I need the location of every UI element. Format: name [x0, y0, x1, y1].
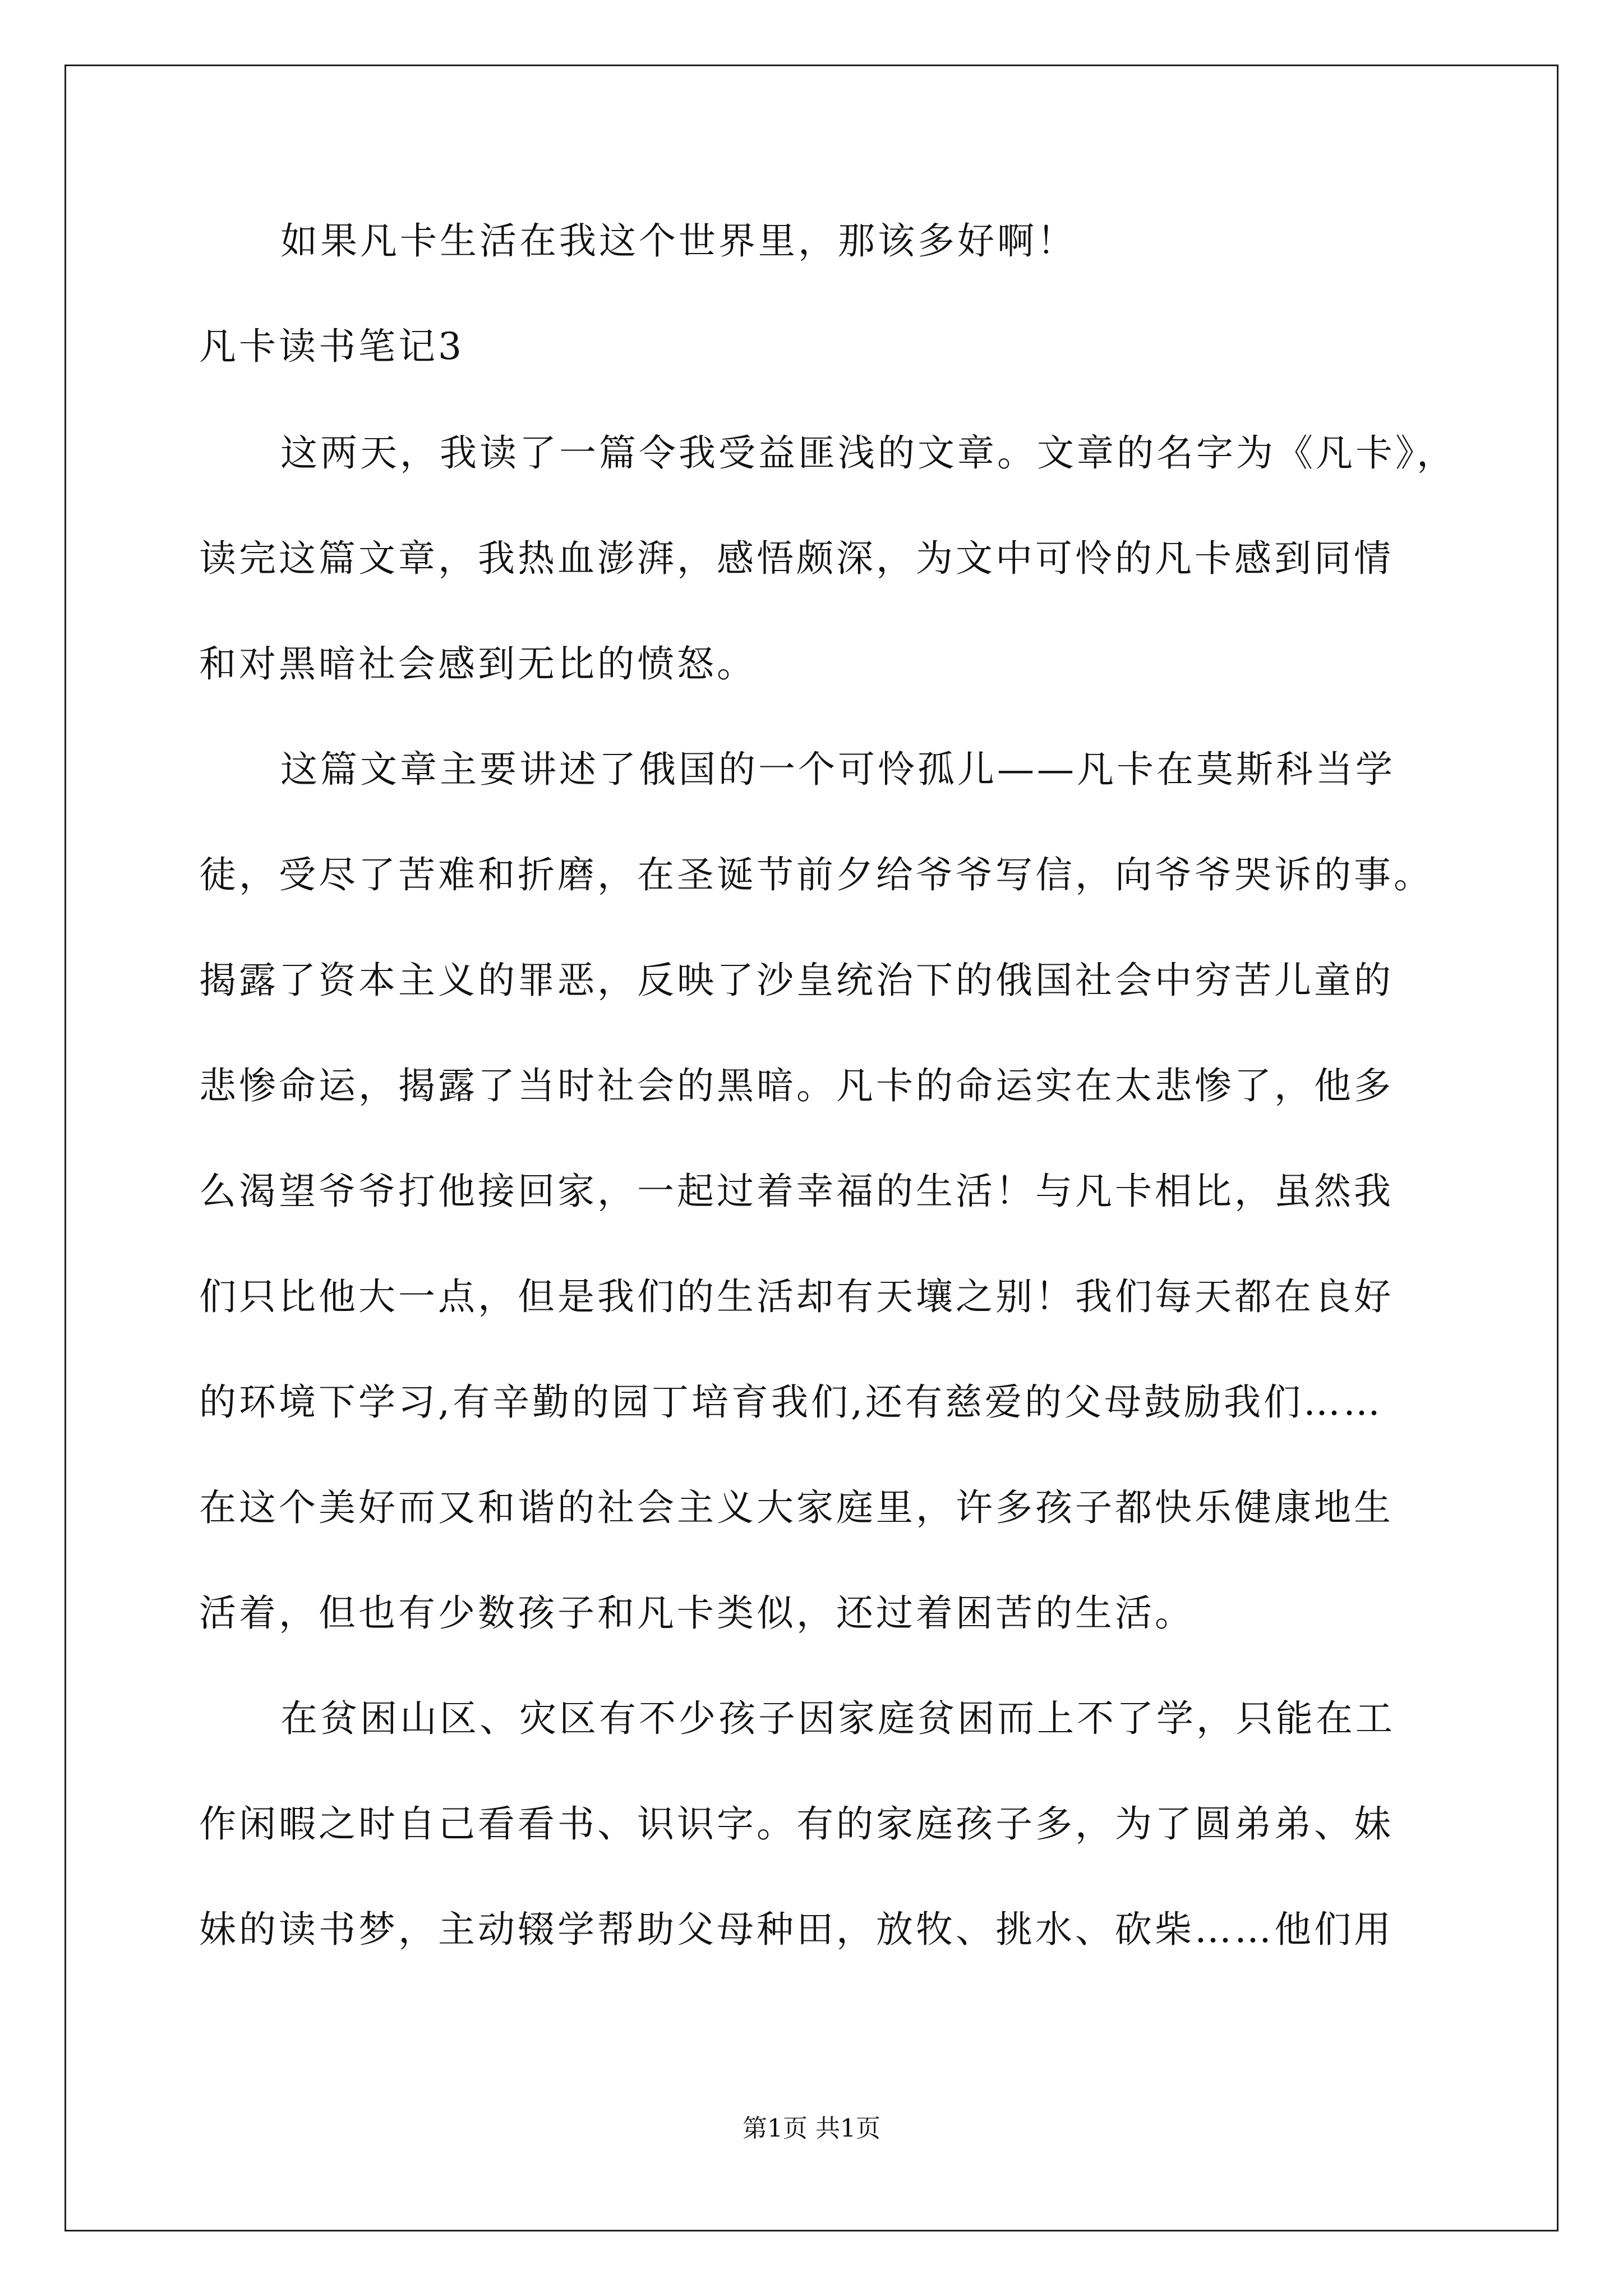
paragraph-line: 如果凡卡生活在我这个世界里，那该多好啊！: [280, 219, 1077, 263]
paragraph-line: 读完这篇文章，我热血澎湃，感悟颇深，为文中可怜的凡卡感到同情: [199, 537, 1394, 580]
section-heading: 凡卡读书笔记3: [199, 325, 464, 368]
page-footer: 第1页 共1页: [743, 2114, 880, 2143]
paragraph-line: 这两天，我读了一篇令我受益匪浅的文章。文章的名字为《凡卡》，: [280, 431, 1456, 475]
paragraph-line: 作闲暇之时自己看看书、识识字。有的家庭孩子多，为了圆弟弟、妹: [199, 1802, 1394, 1846]
paragraph-line: 悲惨命运，揭露了当时社会的黑暗。凡卡的命运实在太悲惨了，他多: [199, 1064, 1394, 1107]
paragraph-line: 在这个美好而又和谐的社会主义大家庭里，许多孩子都快乐健康地生: [199, 1486, 1394, 1529]
paragraph-line: 揭露了资本主义的罪恶，反映了沙皇统治下的俄国社会中穷苦儿童的: [199, 959, 1394, 1002]
paragraph-line: 妹的读书梦，主动辍学帮助父母种田，放牧、挑水、砍柴……他们用: [199, 1908, 1394, 1951]
paragraph-line: 徒，受尽了苦难和折磨，在圣诞节前夕给爷爷写信，向爷爷哭诉的事。: [199, 853, 1433, 896]
paragraph-line: 这篇文章主要讲述了俄国的一个可怜孤儿——凡卡在莫斯科当学: [280, 748, 1395, 791]
page-border: [64, 65, 1559, 2231]
paragraph-line: 的环境下学习,有辛勤的园丁培育我们,还有慈爱的父母鼓励我们……: [199, 1381, 1383, 1424]
paragraph-line: 在贫困山区、灾区有不少孩子因家庭贫困而上不了学，只能在工: [280, 1697, 1395, 1740]
paragraph-line: 和对黑暗社会感到无比的愤怒。: [199, 642, 757, 685]
paragraph-line: 么渴望爷爷打他接回家，一起过着幸福的生活！与凡卡相比，虽然我: [199, 1170, 1394, 1213]
paragraph-line: 们只比他大一点，但是我们的生活却有天壤之别！我们每天都在良好: [199, 1275, 1394, 1318]
paragraph-line: 活着，但也有少数孩子和凡卡类似，还过着困苦的生活。: [199, 1591, 1195, 1635]
